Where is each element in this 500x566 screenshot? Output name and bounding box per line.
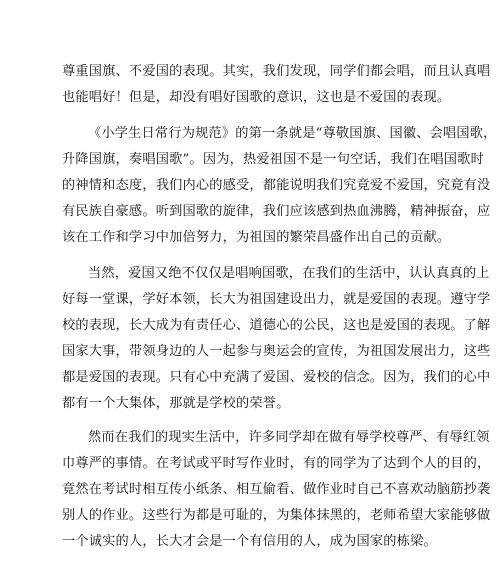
paragraph-3 [62, 261, 491, 417]
text-line: 巾尊严的事情。在考试或平时写作业时，有的同学为了达到个人的目的， [62, 456, 491, 471]
text-line: 校的表现，长大成为有责任心、道德心的公民，这也是爱国的表现。了解 [62, 318, 491, 333]
text-line: 当然，爱国又绝不仅仅是唱响国歌，在我们的生活中，认认真真的上 [88, 266, 490, 281]
text-line: 有民族自豪感。听到国歌的旋律，我们应该感到热血沸腾，精神振奋，应 [62, 204, 491, 219]
paragraph-2 [62, 121, 497, 251]
text-line: 好每一堂课，学好本领，长大为祖国建设出力，就是爱国的表现。遵守学 [62, 292, 491, 307]
text-line: 国家大事，带领身边的人一起参与奥运会的宣传，为祖国发展出力，这些 [62, 344, 491, 359]
text-line: 也能唱好！但是，却没有唱好国歌的意识，这也是不爱国的表现。 [62, 90, 451, 105]
text-line: 该在工作和学习中加倍努力，为祖国的繁荣昌盛作出自己的贡献。 [62, 230, 451, 245]
text-line: 尊重国旗、不爱国的表现。其实，我们发现，同学们都会唱，而且认真唱 [62, 64, 491, 79]
text-line: 《小学生日常行为规范》的第一条就是“尊敬国旗、国徽、会唱国歌， [88, 126, 497, 141]
paragraph-1 [62, 59, 491, 111]
paragraph-4 [62, 425, 491, 555]
text-line: 都是爱国的表现。只有心中充满了爱国、爱校的信念。因为，我们的心中 [62, 370, 491, 385]
text-line: 一个诚实的人，长大才会是一个有信用的人，成为国家的栋梁。 [62, 534, 437, 549]
text-line: 竟然在考试时相互传小纸条、相互偷看、做作业时自己不喜欢动脑筋抄袭 [62, 482, 491, 497]
text-line: 都有一个大集体，那就是学校的荣誉。 [62, 396, 290, 411]
text-line: 的神情和态度，我们内心的感受，都能说明我们究竟爱不爱国，究竟有没 [62, 178, 491, 193]
text-line: 然而在我们的现实生活中，许多同学却在做有辱学校尊严、有辱红领 [88, 430, 490, 445]
text-line: 升降国旗，奏唱国歌”。因为，热爱祖国不是一句空话，我们在唱国歌时 [62, 152, 484, 167]
text-line: 别人的作业。这些行为都是可耻的，为集体抹黑的，老师希望大家能够做 [62, 508, 491, 523]
